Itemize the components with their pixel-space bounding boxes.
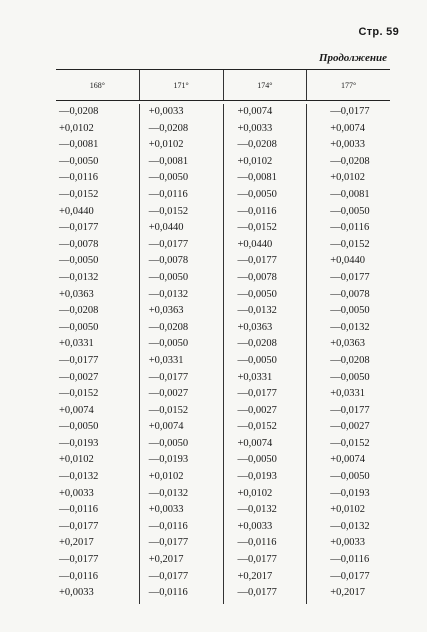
- table-cell: —0,0027: [148, 388, 189, 400]
- table-cell: +0,0363: [237, 321, 273, 333]
- table-cell: +0,0363: [148, 305, 184, 317]
- table-cell: —0,0078: [148, 255, 189, 267]
- table-cell: +0,0102: [148, 139, 184, 151]
- table-cell: —0,0116: [148, 587, 188, 599]
- table-cell: —0,0177: [148, 238, 189, 250]
- table-cell: —0,0081: [148, 155, 189, 167]
- table-cell: —0,0208: [330, 155, 370, 167]
- table-cell: —0,0027: [59, 371, 99, 383]
- table-cell: —0,0050: [237, 188, 277, 200]
- data-table: [56, 69, 390, 604]
- table-body: [56, 101, 390, 604]
- table-cell: —0,0132: [59, 471, 99, 483]
- table-cell: —0,0177: [330, 404, 370, 416]
- table-cell: —0,0152: [237, 222, 277, 234]
- table-cell: +0,0102: [237, 487, 273, 499]
- table-cell: —0,0177: [237, 587, 277, 599]
- table-cell: —0,0193: [330, 487, 370, 499]
- table-cell: —0,0050: [148, 338, 189, 350]
- table-cell: +0,0440: [330, 255, 366, 267]
- page-number: Стр. 59: [358, 26, 399, 38]
- table-cell: —0,0177: [330, 570, 370, 582]
- table-cell: —0,0116: [237, 537, 277, 549]
- table-cell: +0,0074: [59, 404, 94, 416]
- table-cell: —0,0208: [59, 106, 99, 117]
- table-cell: +0,0363: [330, 338, 366, 350]
- table-cell: —0,0152: [330, 238, 370, 250]
- table-cell: —0,0177: [148, 537, 189, 549]
- table-cell: —0,0050: [59, 255, 99, 267]
- table-cell: —0,0193: [59, 437, 99, 449]
- table-header: [56, 69, 390, 101]
- table-cell: —0,0208: [237, 338, 277, 350]
- table-cell: +0,0363: [59, 288, 94, 300]
- table-cell: —0,0027: [237, 404, 277, 416]
- table-cell: —0,0208: [59, 305, 99, 317]
- table-cell: —0,0027: [330, 421, 370, 433]
- table-cell: —0,0132: [148, 288, 189, 300]
- table-column: [56, 104, 139, 604]
- table-cell: —0,0050: [59, 321, 99, 333]
- table-cell: +0,0033: [148, 106, 184, 117]
- table-cell: +0,0033: [330, 537, 366, 549]
- table-cell: —0,0081: [330, 188, 370, 200]
- table-cell: +0,0074: [148, 421, 184, 433]
- table-cell: —0,0208: [237, 139, 277, 151]
- table-cell: +0,0440: [237, 238, 273, 250]
- table-cell: —0,0152: [59, 188, 99, 200]
- table-cell: +0,0440: [59, 205, 94, 217]
- table-cell: —0,0050: [59, 421, 99, 433]
- table-cell: +0,0331: [148, 354, 184, 366]
- column-header: 174°: [223, 70, 307, 100]
- table-cell: +0,2017: [59, 537, 94, 549]
- table-cell: —0,0132: [59, 271, 99, 283]
- table-cell: —0,0050: [237, 288, 277, 300]
- table-cell: —0,0116: [59, 504, 98, 516]
- table-cell: —0,0116: [59, 172, 98, 184]
- table-cell: +0,0033: [237, 520, 273, 532]
- table-cell: +0,0102: [148, 471, 184, 483]
- table-cell: +0,0033: [59, 587, 94, 599]
- table-cell: +0,0331: [330, 388, 366, 400]
- table-cell: +0,0102: [237, 155, 273, 167]
- table-cell: —0,0177: [237, 554, 277, 566]
- table-cell: —0,0177: [148, 570, 189, 582]
- table-cell: +0,0033: [330, 139, 366, 151]
- table-cell: —0,0177: [59, 222, 99, 234]
- table-cell: —0,0177: [59, 554, 99, 566]
- table-cell: —0,0050: [59, 155, 99, 167]
- table-cell: —0,0177: [59, 520, 99, 532]
- table-cell: —0,0116: [59, 570, 98, 582]
- table-cell: +0,0331: [237, 371, 273, 383]
- column-header: 168°: [89, 80, 105, 90]
- table-cell: —0,0116: [148, 520, 188, 532]
- table-cell: —0,0177: [237, 388, 277, 400]
- table-cell: —0,0152: [148, 205, 189, 217]
- table-cell: +0,0102: [59, 454, 94, 466]
- table-cell: —0,0116: [148, 188, 188, 200]
- column-header: 177°: [306, 70, 390, 100]
- table-cell: —0,0177: [237, 255, 277, 267]
- table-column: [223, 104, 307, 604]
- table-cell: —0,0050: [237, 354, 277, 366]
- table-cell: —0,0132: [330, 520, 370, 532]
- table-cell: —0,0152: [237, 421, 277, 433]
- table-cell: —0,0116: [237, 205, 277, 217]
- table-cell: —0,0177: [330, 106, 370, 117]
- table-cell: +0,0033: [59, 487, 94, 499]
- table-cell: —0,0193: [148, 454, 189, 466]
- table-column: [139, 104, 223, 604]
- table-cell: +0,2017: [330, 587, 366, 599]
- table-cell: +0,2017: [237, 570, 273, 582]
- table-cell: —0,0152: [148, 404, 189, 416]
- table-cell: —0,0132: [148, 487, 189, 499]
- table-cell: —0,0116: [330, 554, 370, 566]
- table-cell: —0,0132: [237, 504, 277, 516]
- table-cell: —0,0050: [148, 172, 189, 184]
- table-cell: —0,0152: [59, 388, 99, 400]
- table-cell: —0,0050: [330, 305, 370, 317]
- table-cell: —0,0050: [148, 271, 189, 283]
- table-cell: +0,0440: [148, 222, 184, 234]
- table-cell: —0,0177: [148, 371, 189, 383]
- table-cell: —0,0116: [330, 222, 370, 234]
- table-cell: —0,0208: [148, 122, 189, 134]
- table-cell: +0,0074: [237, 106, 273, 117]
- table-cell: —0,0132: [237, 305, 277, 317]
- table-cell: +0,0074: [237, 437, 273, 449]
- table-cell: —0,0078: [330, 288, 370, 300]
- table-cell: —0,0078: [59, 238, 99, 250]
- table-cell: +0,0074: [330, 122, 366, 134]
- table-column: [306, 104, 390, 604]
- table-cell: +0,0102: [330, 172, 366, 184]
- table-cell: +0,0102: [59, 122, 94, 134]
- table-cell: —0,0078: [237, 271, 277, 283]
- table-cell: —0,0193: [237, 471, 277, 483]
- table-cell: —0,0177: [59, 354, 99, 366]
- table-cell: +0,2017: [148, 554, 184, 566]
- table-cell: —0,0050: [237, 454, 277, 466]
- table-cell: —0,0050: [330, 205, 370, 217]
- table-cell: —0,0050: [330, 471, 370, 483]
- table-cell: +0,0033: [237, 122, 273, 134]
- table-cell: —0,0152: [330, 437, 370, 449]
- table-cell: —0,0081: [59, 139, 99, 151]
- table-cell: +0,0033: [148, 504, 184, 516]
- table-cell: —0,0177: [330, 271, 370, 283]
- table-cell: —0,0050: [330, 371, 370, 383]
- table-cell: +0,0074: [330, 454, 366, 466]
- column-header: 171°: [139, 70, 223, 100]
- continuation-label: Продолжение: [318, 52, 387, 64]
- table-cell: —0,0050: [148, 437, 189, 449]
- table-cell: —0,0208: [148, 321, 189, 333]
- table-cell: —0,0132: [330, 321, 370, 333]
- table-cell: +0,0331: [59, 338, 94, 350]
- table-cell: —0,0208: [330, 354, 370, 366]
- table-cell: —0,0081: [237, 172, 277, 184]
- table-cell: +0,0102: [330, 504, 366, 516]
